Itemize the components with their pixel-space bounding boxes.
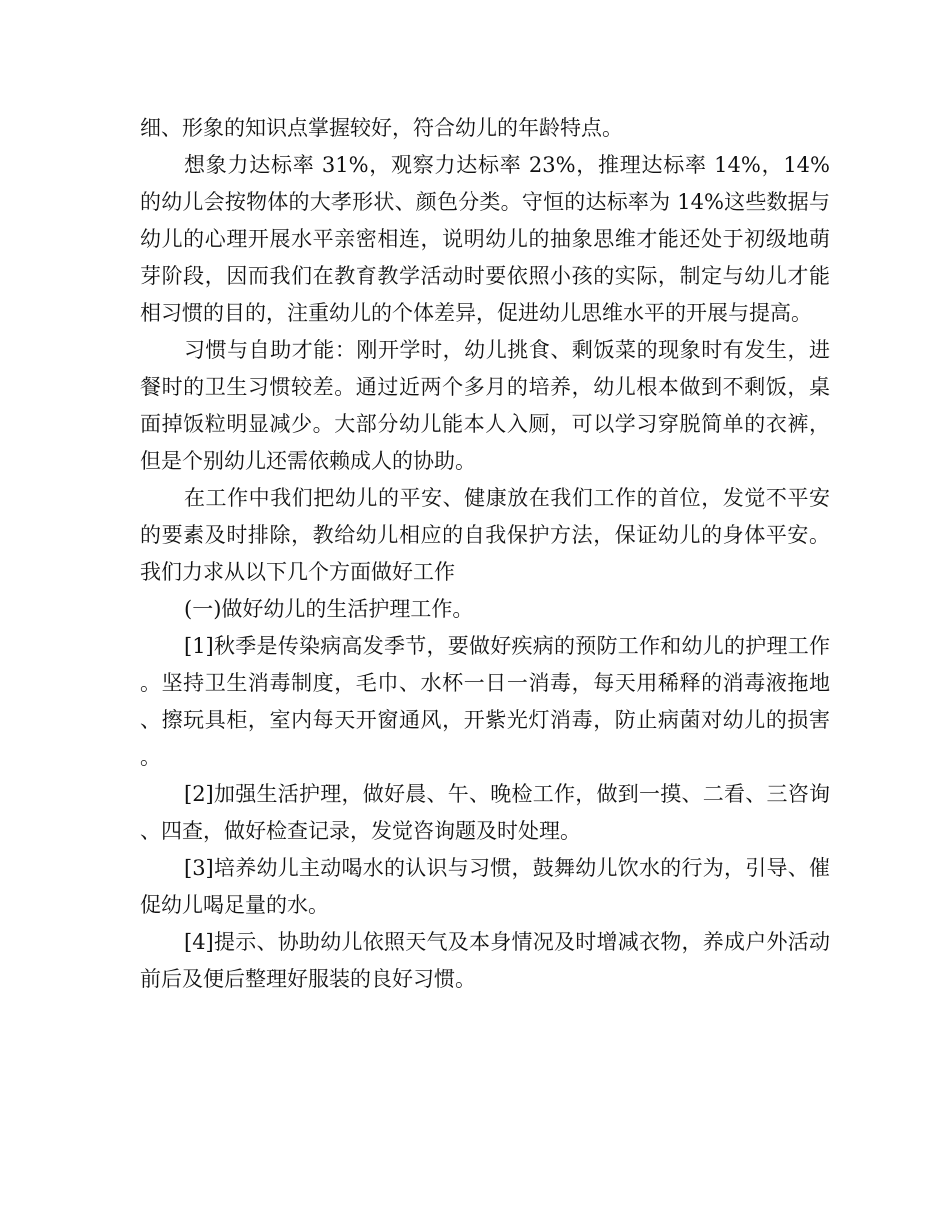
- paragraph-self-help-habits: 习惯与自助才能：刚开学时，幼儿挑食、剩饭菜的现象时有发生，进餐时的卫生习惯较差。通过近两个多月的培养，幼儿根本做到不剩饭，桌面掉饭粒明显减少。大部分幼儿能本人入厕，可以学习穿脱简单的衣裤，但是个别幼儿还需依赖成人的协助。: [140, 338, 830, 473]
- paragraph-thinking-ability: 想象力达标率 31%，观察力达标率 23%，推理达标率 14%，14%的幼儿会按物体的大孝形状、颜色分类。守恒的达标率为 14%这些数据与幼儿的心理开展水平亲密相连，说明幼儿的抽象思维才能还处于初级地萌芽阶段，因而我们在教育教学活动时要依照小孩的实际，制定与幼儿才能相习惯的目的，注重幼儿的个体差异，促进幼儿思维水平的开展与提高。: [140, 153, 830, 325]
- paragraph-safety-health: 在工作中我们把幼儿的平安、健康放在我们工作的首位，发觉不平安的要素及时排除，教给幼儿相应的自我保护方法，保证幼儿的身体平安。我们力求从以下几个方面做好工作: [140, 486, 830, 584]
- paragraph-continuation: 细、形象的知识点掌握较好，符合幼儿的年龄特点。: [140, 116, 623, 140]
- document-body: [140, 110, 830, 998]
- list-item-1: [1]秋季是传染病高发季节，要做好疾病的预防工作和幼儿的护理工作。坚持卫生消毒制度，毛巾、水杯一日一消毒，每天用稀释的消毒液拖地、擦玩具柜，室内每天开窗通风，开紫光灯消毒，防止病菌对幼儿的损害。: [140, 634, 830, 769]
- list-item-2: [2]加强生活护理，做好晨、午、晚检工作，做到一摸、二看、三咨询、四查，做好检查记录，发觉咨询题及时处理。: [140, 782, 830, 843]
- section-heading-life-care: (一)做好幼儿的生活护理工作。: [184, 597, 474, 621]
- list-item-4: [4]提示、协助幼儿依照天气及本身情况及时增减衣物，养成户外活动前后及便后整理好服装的良好习惯。: [140, 930, 830, 991]
- list-item-3: [3]培养幼儿主动喝水的认识与习惯，鼓舞幼儿饮水的行为，引导、催促幼儿喝足量的水。: [140, 856, 830, 917]
